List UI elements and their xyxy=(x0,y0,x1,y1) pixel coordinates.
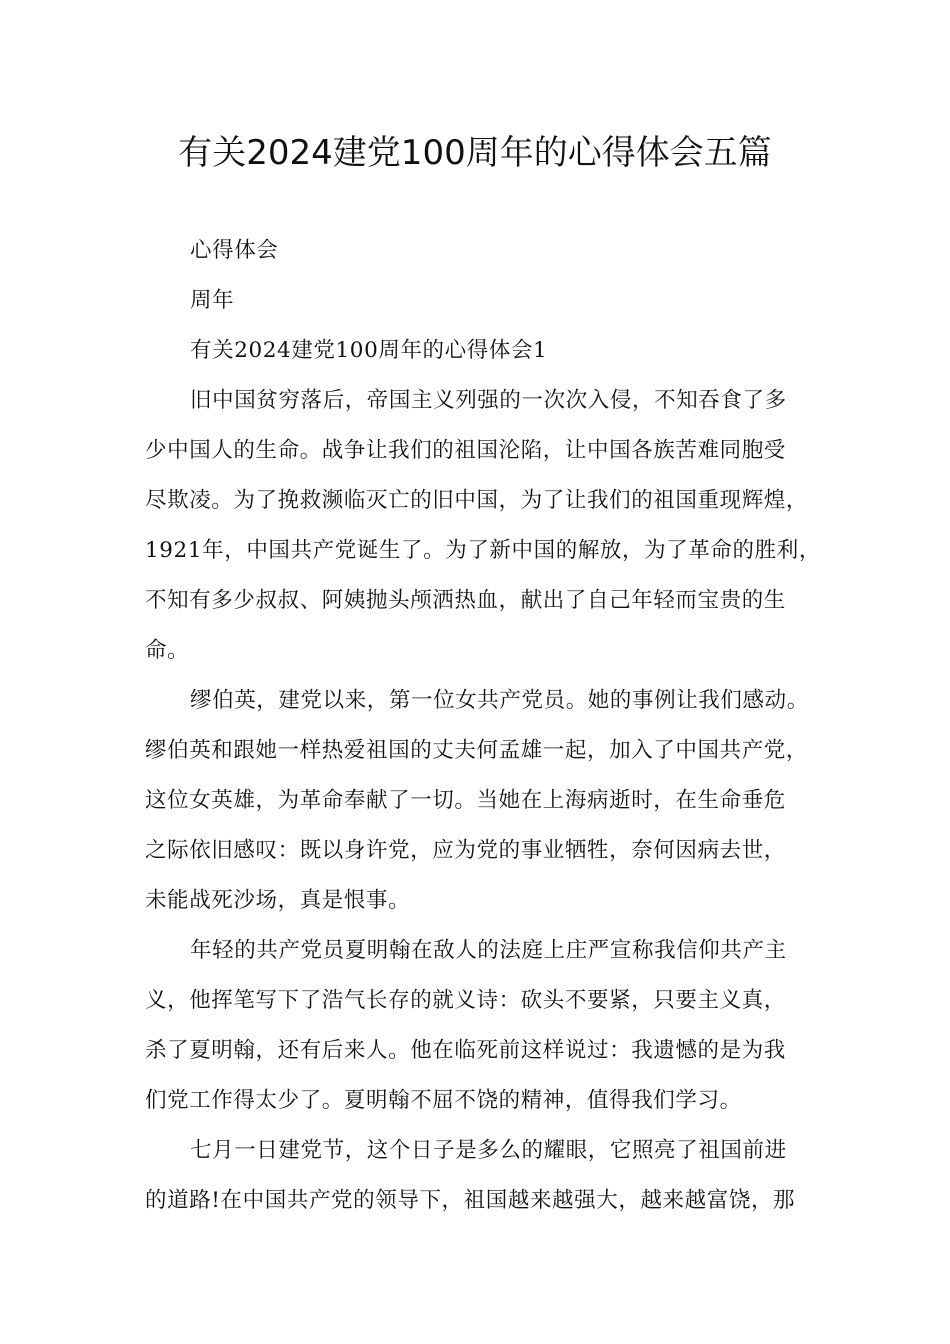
paragraph-line: 1921年，中国共产党诞生了。为了新中国的解放，为了革命的胜利， xyxy=(145,538,821,563)
section-heading-1: 有关2024建党100周年的心得体会1 xyxy=(190,338,548,363)
paragraph-line: 七月一日建党节，这个日子是多么的耀眼，它照亮了祖国前进 xyxy=(190,1138,787,1163)
paragraph-line: 缪伯英和跟她一样热爱祖国的丈夫何孟雄一起，加入了中国共产党， xyxy=(145,738,809,763)
paragraph-line: 杀了夏明翰，还有后来人。他在临死前这样说过：我遗憾的是为我 xyxy=(145,1038,786,1063)
paragraph-line: 不知有多少叔叔、阿姨抛头颅洒热血，献出了自己年轻而宝贵的生 xyxy=(145,588,786,613)
paragraph-line: 尽欺凌。为了挽救濒临灭亡的旧中国，为了让我们的祖国重现辉煌， xyxy=(145,488,809,513)
paragraph-line: 未能战死沙场，真是恨事。 xyxy=(145,888,411,913)
text-line-keyword-2: 周年 xyxy=(190,288,235,313)
paragraph-line: 的道路!在中国共产党的领导下，祖国越来越强大，越来越富饶，那 xyxy=(145,1188,796,1213)
document-title: 有关2024建党100周年的心得体会五篇 xyxy=(178,133,772,173)
paragraph-line: 少中国人的生命。战争让我们的祖国沦陷，让中国各族苦难同胞受 xyxy=(145,438,786,463)
paragraph-line: 缪伯英，建党以来，第一位女共产党员。她的事例让我们感动。 xyxy=(190,688,809,713)
paragraph-line: 旧中国贫穷落后，帝国主义列强的一次次入侵，不知吞食了多 xyxy=(190,388,787,413)
paragraph-line: 年轻的共产党员夏明翰在敌人的法庭上庄严宣称我信仰共产主 xyxy=(190,938,787,963)
paragraph-line: 之际依旧感叹：既以身许党，应为党的事业牺牲，奈何因病去世， xyxy=(145,838,786,863)
text-line-keyword-1: 心得体会 xyxy=(190,238,279,263)
paragraph-line: 命。 xyxy=(145,638,190,663)
paragraph-line: 义，他挥笔写下了浩气长存的就义诗：砍头不要紧，只要主义真， xyxy=(145,988,786,1013)
paragraph-line: 们党工作得太少了。夏明翰不屈不饶的精神，值得我们学习。 xyxy=(145,1088,742,1113)
paragraph-line: 这位女英雄，为革命奉献了一切。当她在上海病逝时，在生命垂危 xyxy=(145,788,786,813)
